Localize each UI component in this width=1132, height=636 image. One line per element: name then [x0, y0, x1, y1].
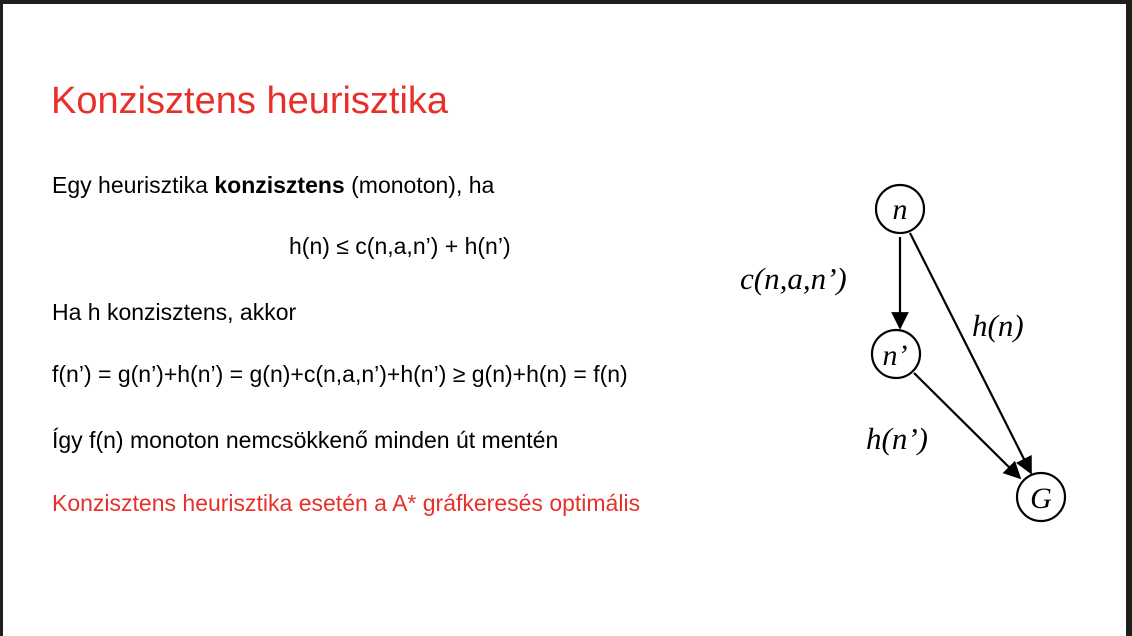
node-n-label: n — [892, 193, 908, 226]
node-n — [876, 185, 924, 233]
edge-label-cost: c(n,a,n’) — [740, 261, 847, 296]
intro-suffix: (monoton), ha — [344, 172, 495, 198]
edge-label-h-n-prime: h(n’) — [866, 421, 928, 456]
if-line: Ha h konzisztens, akkor — [52, 299, 297, 325]
edge-label-h-n: h(n) — [972, 308, 1024, 343]
conclusion-line: Konzisztens heurisztika esetén a A* gráfkeresés optimális — [52, 490, 641, 516]
node-goal — [1017, 473, 1065, 521]
node-n-prime — [872, 330, 920, 378]
node-n-prime-label: n’ — [882, 339, 908, 372]
edge-n-prime-to-goal — [914, 373, 1020, 478]
intro-prefix: Egy heurisztika — [52, 172, 215, 198]
monotone-line: Így f(n) monoton nemcsökkenő minden út mentén — [52, 427, 559, 453]
derivation-line: f(n’) = g(n’)+h(n’) = g(n)+c(n,a,n’)+h(n’) ≥ g(n)+h(n) = f(n) — [52, 361, 628, 387]
edge-n-to-goal — [910, 233, 1031, 473]
intro-bold-term: konzisztens — [214, 172, 345, 198]
node-goal-label: G — [1030, 482, 1052, 515]
consistency-formula: h(n) ≤ c(n,a,n’) + h(n’) — [289, 233, 511, 259]
consistency-diagram — [3, 4, 1126, 636]
slide-title: Konzisztens heurisztika — [51, 80, 449, 122]
slide — [3, 4, 1126, 636]
